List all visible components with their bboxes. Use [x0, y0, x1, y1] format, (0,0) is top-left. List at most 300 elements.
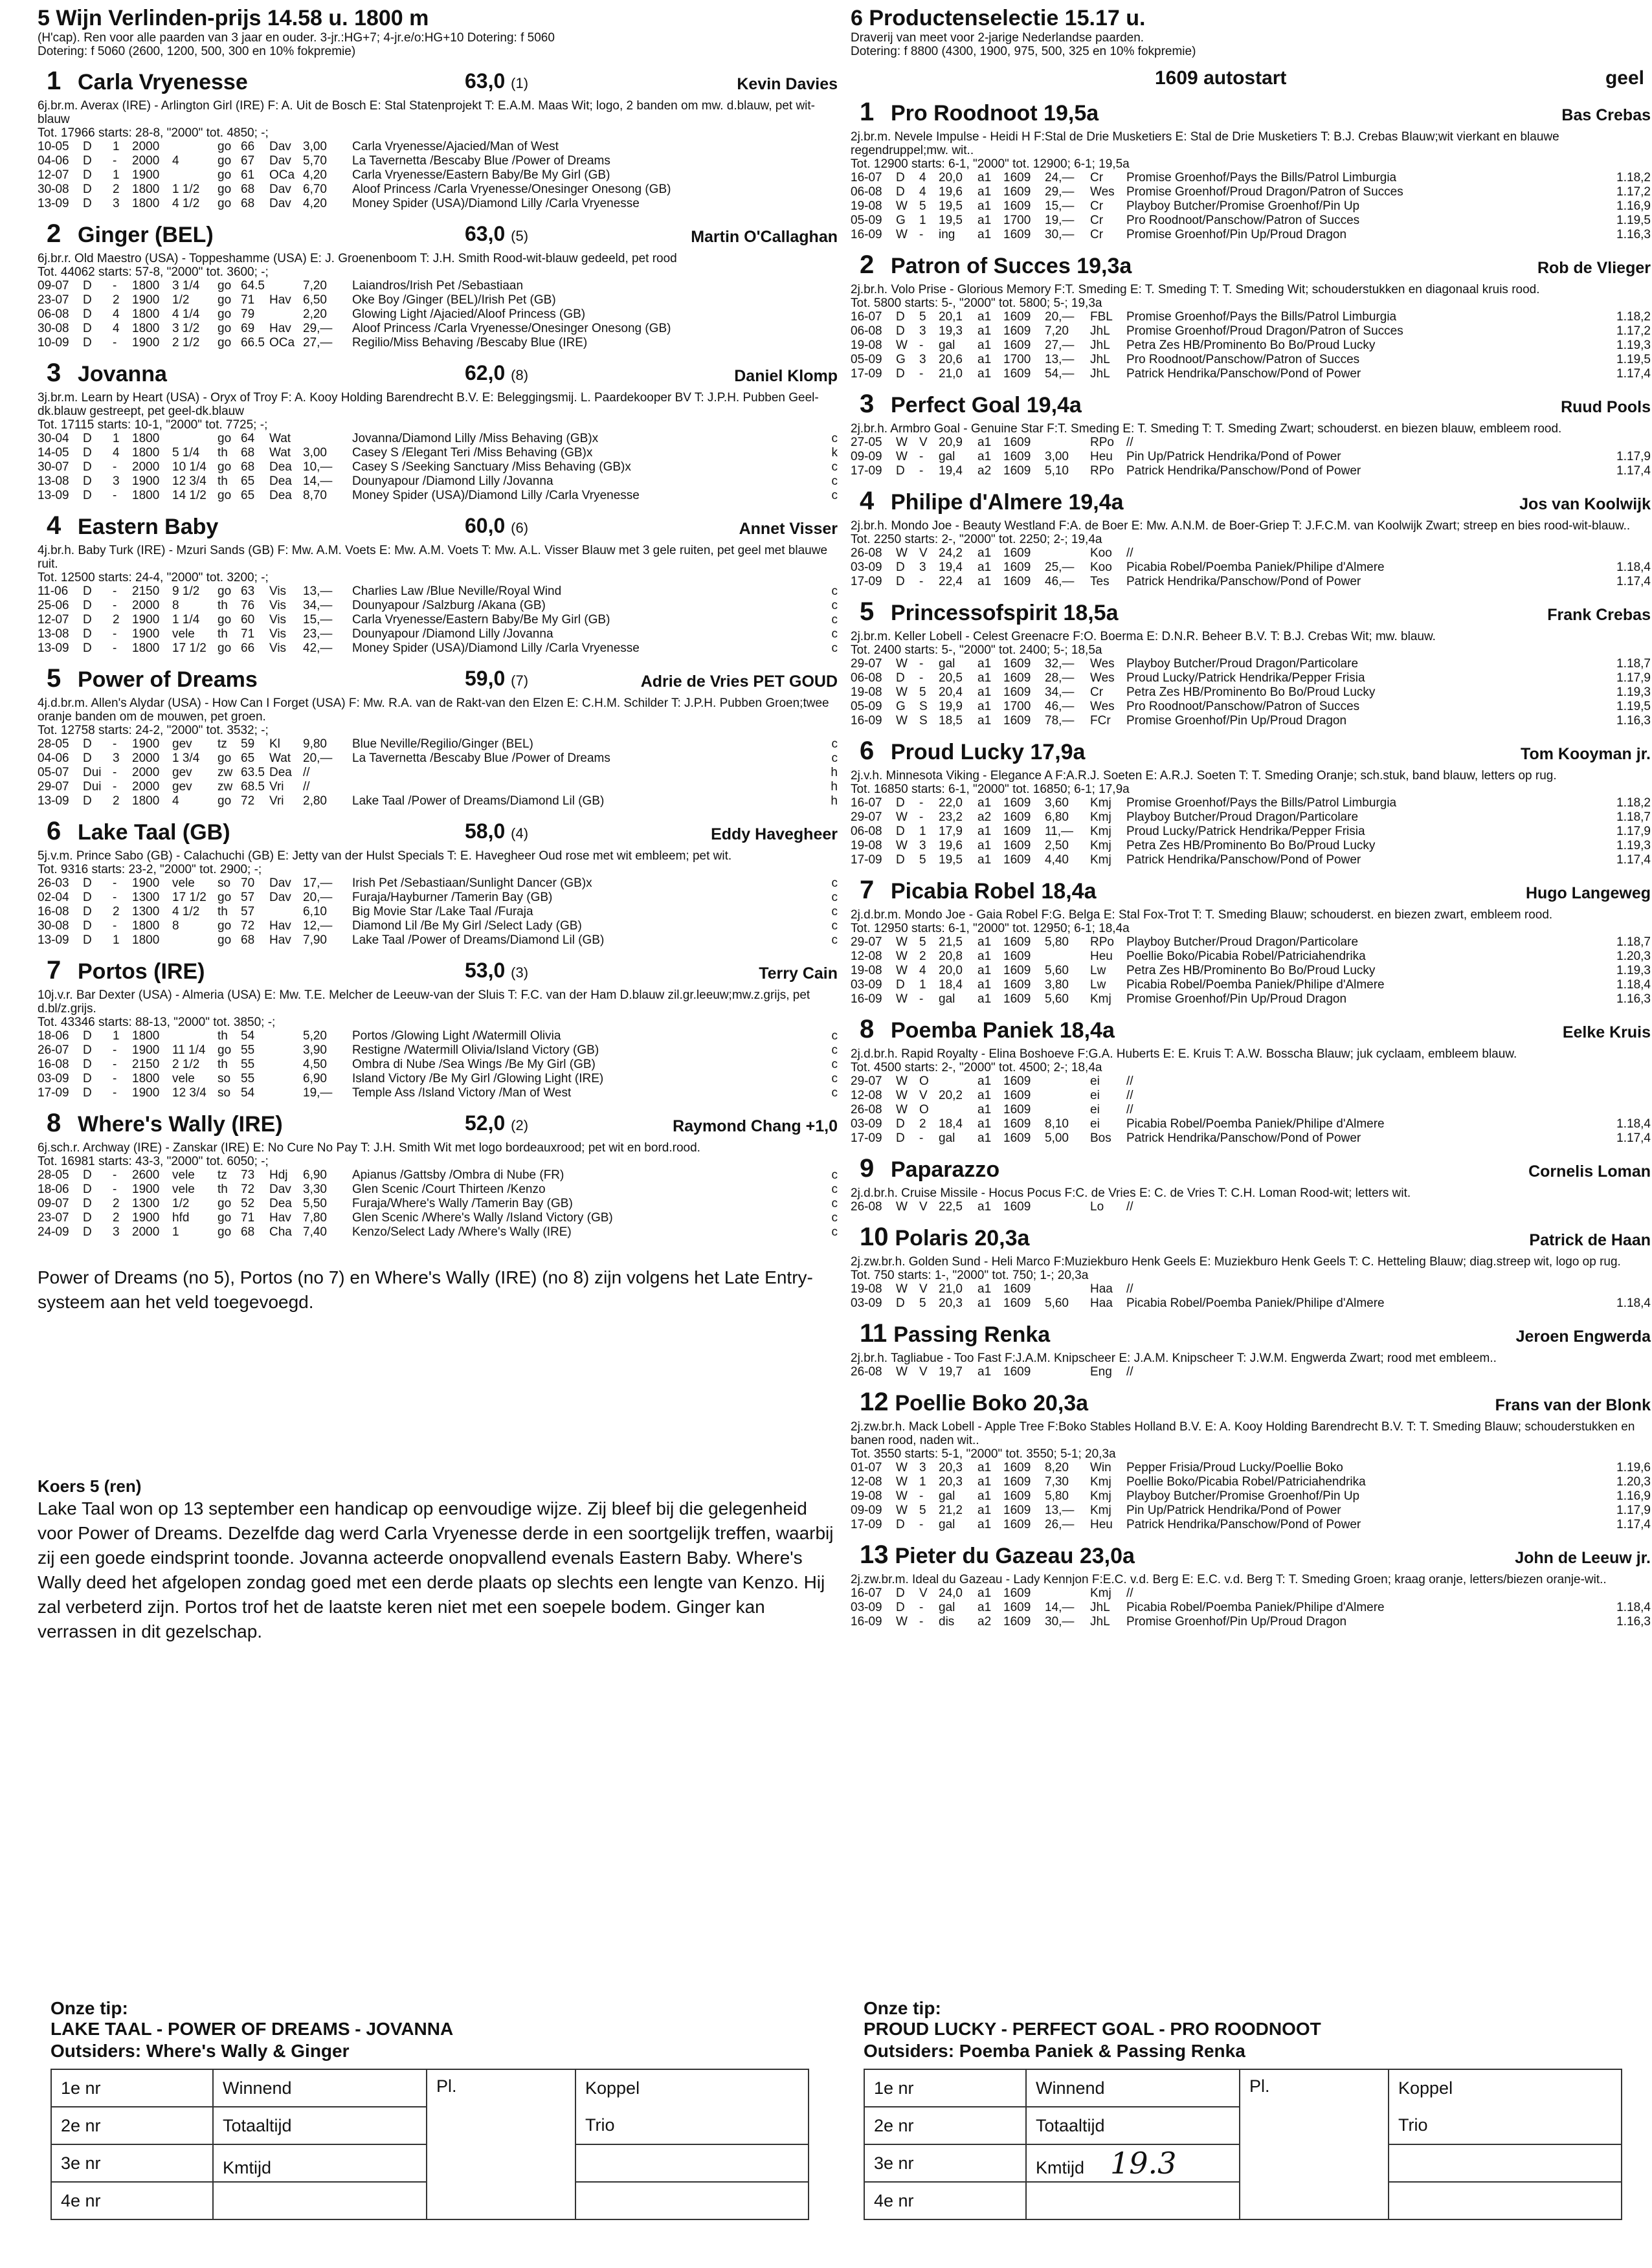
form-cell: 63.5	[241, 766, 265, 779]
form-cell: 1.17,9	[1616, 825, 1651, 838]
form-cell: 1609	[1003, 685, 1031, 699]
form-cell: 06-08	[851, 671, 882, 685]
horse-header	[851, 1540, 1651, 1573]
form-cell: -	[919, 367, 924, 381]
form-cell: go	[218, 891, 232, 904]
form-cell: D	[83, 599, 92, 612]
horse-totals: Tot. 43346 starts: 88-13, "2000" tot. 3850; -;	[38, 1016, 276, 1029]
race-conditions: Draverij van meet voor 2-jarige Nederlandse paarden.	[851, 31, 1144, 45]
form-row	[38, 1029, 838, 1043]
form-cell: a1	[977, 1089, 992, 1102]
horse-name: Portos (IRE)	[78, 959, 205, 984]
horse-name-group	[851, 1540, 1135, 1571]
form-cell: 3	[113, 474, 120, 488]
form-cell	[303, 432, 352, 446]
form-cell: a1	[977, 199, 992, 213]
horse-header	[38, 219, 838, 252]
form-cell: 1609	[1003, 1103, 1031, 1117]
form-cell: a1	[977, 353, 992, 366]
form-row	[851, 185, 1651, 199]
form-cell: h	[831, 794, 838, 808]
form-cell: c	[831, 1225, 838, 1239]
jockey-name: John de Leeuw jr.	[1515, 1549, 1651, 1567]
form-cell: Carla Vryenesse/Ajacied/Man of West	[352, 140, 559, 153]
form-cell	[1045, 1103, 1090, 1117]
form-cell: Portos /Glowing Light /Watermill Olivia	[352, 1029, 561, 1043]
form-cell: 1.20,3	[1616, 1475, 1651, 1489]
form-cell: ei	[1090, 1089, 1100, 1102]
bet-type-cell	[213, 2182, 427, 2219]
form-cell: 1609	[1003, 1365, 1031, 1379]
form-row	[851, 1461, 1651, 1475]
horse-name-group	[38, 358, 167, 389]
form-cell: -	[113, 1072, 117, 1085]
form-cell: 1700	[1003, 214, 1031, 227]
form-cell: Kmj	[1090, 992, 1111, 1006]
form-cell: 10,—	[303, 460, 333, 474]
form-cell: 1800	[132, 307, 160, 321]
form-cell: Carla Vryenesse/Eastern Baby/Be My Girl (GB)	[352, 613, 610, 627]
horse-header	[38, 358, 838, 391]
form-cell: 5,60	[1045, 992, 1069, 1006]
form-cell: vele	[172, 627, 195, 641]
form-cell: 1800	[132, 183, 160, 196]
horse-name-group	[851, 1014, 1115, 1045]
form-cell: 1900	[132, 168, 160, 182]
horse-number: 2	[860, 250, 875, 279]
form-cell: D	[83, 933, 92, 947]
form-cell: 1609	[1003, 367, 1031, 381]
form-cell: 4	[919, 171, 926, 184]
horse-header	[851, 389, 1651, 422]
form-cell	[818, 307, 838, 322]
form-cell: 8	[172, 919, 179, 933]
form-cell: Lw	[1090, 978, 1106, 992]
bet-type-label: Winnend	[1036, 2078, 1105, 2098]
form-cell: D	[896, 367, 905, 381]
form-cell: Poellie Boko/Picabia Robel/Patriciahendrika	[1126, 950, 1366, 963]
form-cell: 15,—	[1045, 199, 1075, 213]
form-cell: Kl	[269, 737, 280, 751]
form-cell: gal	[939, 1601, 955, 1614]
form-row	[851, 825, 1651, 839]
form-row	[851, 464, 1651, 478]
form-cell: 5,60	[1045, 1296, 1069, 1310]
form-cell: D	[83, 140, 92, 153]
form-cell: 12-07	[38, 168, 69, 182]
form-cell: 30-04	[38, 432, 69, 445]
form-cell: 4 1/2	[172, 905, 200, 918]
form-cell: 16-08	[38, 1058, 69, 1071]
form-cell: Patrick Hendrika/Panschow/Pond of Power	[1126, 575, 1361, 588]
form-cell: a1	[977, 657, 992, 671]
form-cell: -	[113, 780, 117, 794]
form-cell: 26-08	[851, 1103, 882, 1117]
weight-value: 63,0	[465, 69, 506, 93]
horse-totals: Tot. 17966 starts: 28-8, "2000" tot. 4850; -;	[38, 126, 269, 140]
form-cell: 19,5	[939, 853, 963, 867]
form-cell: -	[113, 876, 117, 890]
form-cell: c	[831, 891, 838, 904]
form-table	[851, 1365, 1651, 1379]
form-cell: 26-08	[851, 1200, 882, 1214]
horse-number: 7	[860, 876, 875, 904]
form-cell: vele	[172, 1072, 195, 1085]
form-cell: JhL	[1090, 353, 1110, 366]
form-cell: 1.18,2	[1616, 796, 1651, 810]
form-cell: Cr	[1090, 685, 1104, 699]
form-cell: a1	[977, 1518, 992, 1531]
color-label: geel	[1605, 67, 1644, 89]
form-cell: 1.16,9	[1616, 1489, 1651, 1503]
tip-title: Onze tip:	[864, 1998, 941, 2018]
form-cell: 1.19,5	[1616, 214, 1651, 227]
form-row	[851, 685, 1651, 700]
form-cell: 21,2	[939, 1504, 963, 1517]
horse-description: 2j.d.br.h. Cruise Missile - Hocus Pocus F:C. de Vries E: C. de Vries T: C.H. Loman Rood-wit; letters wit.	[851, 1186, 1411, 1200]
form-cell: 4	[113, 307, 120, 321]
form-cell: 01-07	[851, 1461, 882, 1474]
form-cell: 11-06	[38, 584, 69, 598]
form-cell: 68	[241, 446, 255, 460]
horse-header	[851, 597, 1651, 630]
form-cell: 68	[241, 460, 255, 474]
horse-name: Eastern Baby	[78, 515, 219, 539]
horse-description: 10j.v.r. Bar Dexter (USA) - Almeria (USA) E: Mw. T.E. Melcher de Leeuw-van der Sluis T: F.C. van der Ham D.blauw zil.gr.leeuw;mw.z.grijs, pet d.bl/z.grijs.	[38, 988, 810, 1016]
form-cell: Hav	[269, 933, 291, 947]
form-cell: 3	[919, 839, 926, 852]
form-row	[851, 228, 1651, 242]
form-row	[851, 1365, 1651, 1379]
form-table	[851, 310, 1651, 381]
form-cell: W	[896, 1475, 908, 1489]
form-cell: D	[83, 489, 92, 502]
form-cell: 60	[241, 613, 255, 627]
form-cell: 02-04	[38, 891, 69, 904]
form-cell: 23,2	[939, 810, 963, 824]
form-cell: 5	[919, 853, 926, 867]
form-cell: -	[919, 992, 924, 1006]
form-cell: gal	[939, 339, 955, 352]
horse-entry	[38, 219, 838, 350]
form-cell: 2	[113, 293, 120, 307]
horse-name-group	[38, 511, 218, 542]
form-cell	[1045, 546, 1090, 561]
row-label: 3e nr	[864, 2144, 1026, 2182]
horse-header	[851, 1153, 1651, 1186]
form-cell	[352, 766, 818, 780]
form-cell: 1.17,4	[1616, 575, 1651, 588]
form-cell: a2	[977, 810, 992, 824]
form-cell: -	[919, 671, 924, 685]
horse-description: 2j.zw.br.h. Mack Lobell - Apple Tree F:Boko Stables Holland B.V. E: A. Kooy Holding Barendrecht B.V. T: T. Smeding Blauw; schouderstukken en banen rood, naden wit..	[851, 1420, 1635, 1447]
form-row	[38, 641, 838, 656]
form-cell: Kmj	[1090, 1504, 1111, 1517]
form-cell: 1609	[1003, 839, 1031, 852]
form-cell: 30-08	[38, 183, 69, 196]
horse-name: Polaris 20,3a	[895, 1226, 1030, 1251]
koppel-trio-cell: Trio	[1389, 2107, 1622, 2144]
form-cell: Glowing Light /Ajacied/Aloof Princess (GB)	[352, 307, 586, 321]
form-cell: c	[831, 489, 838, 502]
race-purse: Dotering: f 8800 (4300, 1900, 975, 500, 325 en 10% fokpremie)	[851, 45, 1196, 58]
place-cell: Pl.	[427, 2069, 575, 2219]
horse-weight	[465, 816, 528, 849]
form-cell: D	[896, 825, 905, 838]
form-cell: Aloof Princess /Carla Vryenesse/Onesinger Onesong (GB)	[352, 322, 671, 335]
form-cell	[269, 1043, 303, 1058]
form-cell: Glen Scenic /Court Thirteen /Kenzo	[352, 1183, 546, 1196]
horse-number: 1	[860, 98, 875, 126]
form-row	[38, 1197, 838, 1211]
form-cell: 17-09	[851, 575, 882, 588]
form-row	[851, 1103, 1651, 1117]
form-cell: 1609	[1003, 657, 1031, 671]
form-cell: Playboy Butcher/Proud Dragon/Particolare	[1126, 810, 1359, 824]
form-cell: 23-07	[38, 293, 69, 307]
form-cell: 17,—	[303, 876, 333, 890]
form-cell	[1599, 1074, 1651, 1089]
form-cell: tz	[218, 1168, 227, 1182]
form-cell: 8,20	[1045, 1461, 1069, 1474]
form-cell: 1.19,3	[1616, 964, 1651, 977]
draw-position: (8)	[511, 367, 529, 383]
form-cell: 5,00	[1045, 1131, 1069, 1145]
form-cell: 2 1/2	[172, 1058, 200, 1071]
form-cell: a1	[977, 228, 992, 241]
form-cell: Dui	[83, 780, 102, 794]
form-row	[38, 933, 838, 948]
form-cell	[172, 432, 218, 446]
form-cell: 1.19,3	[1616, 685, 1651, 699]
form-cell: 1.20,3	[1616, 950, 1651, 963]
form-cell: a1	[977, 310, 992, 324]
form-cell	[818, 197, 838, 211]
form-row	[38, 1211, 838, 1225]
form-cell: c	[831, 1211, 838, 1225]
form-cell: 28,—	[1045, 671, 1075, 685]
form-cell: D	[896, 575, 905, 588]
form-cell: Playboy Butcher/Promise Groenhof/Pin Up	[1126, 1489, 1360, 1503]
form-cell	[818, 322, 838, 336]
form-cell: 12-08	[851, 1475, 882, 1489]
horse-entry	[851, 597, 1651, 728]
form-row	[851, 1074, 1651, 1089]
form-cell: th	[218, 1029, 228, 1043]
form-row	[38, 474, 838, 489]
race-title: 5 Wijn Verlinden-prijs 14.58 u. 1800 m	[38, 6, 429, 30]
form-row	[38, 766, 838, 780]
form-cell: 03-09	[851, 1296, 882, 1310]
form-cell: 78,—	[1045, 714, 1075, 728]
horse-number: 4	[47, 511, 61, 540]
form-cell: 2	[113, 183, 120, 196]
form-cell: 12 3/4	[172, 474, 206, 488]
form-cell: 05-09	[851, 700, 882, 713]
form-cell	[1045, 1074, 1090, 1089]
form-cell: Heu	[1090, 450, 1113, 463]
horse-entry	[851, 1387, 1651, 1532]
form-cell: Cha	[269, 1225, 292, 1239]
form-cell: 4	[113, 322, 120, 335]
jockey-name: Terry Cain	[759, 964, 838, 983]
form-cell	[818, 293, 838, 307]
form-cell: D	[83, 154, 92, 168]
form-cell: 20,—	[1045, 310, 1075, 324]
form-cell: a1	[977, 935, 992, 949]
form-cell: Aloof Princess /Carla Vryenesse/Onesinger Onesong (GB)	[352, 183, 671, 196]
form-cell: Money Spider (USA)/Diamond Lilly /Carla Vryenesse	[352, 489, 640, 502]
horse-description: 6j.br.m. Averax (IRE) - Arlington Girl (IRE) F: A. Uit de Bosch E: Stal Statenprojekt T: E.A.M. Maas Wit; logo, 2 banden om mw. d.blauw, pet wit-blauw	[38, 99, 815, 126]
form-cell: c	[831, 584, 838, 598]
form-cell: Win	[1090, 1461, 1111, 1474]
form-cell: Apianus /Gattsby /Ombra di Nube (FR)	[352, 1168, 564, 1182]
form-cell: 1300	[132, 1197, 160, 1210]
form-cell: W	[896, 992, 908, 1006]
horse-totals: Tot. 16850 starts: 6-1, "2000" tot. 16850; 6-1; 17,9a	[851, 783, 1130, 796]
form-cell: 7,90	[303, 933, 327, 947]
horse-number: 10	[860, 1223, 889, 1251]
form-cell: Dav	[269, 876, 291, 890]
form-cell: -	[919, 228, 924, 241]
form-cell: 6,90	[303, 1072, 327, 1085]
form-cell: Wes	[1090, 185, 1115, 199]
form-cell: RPo	[1090, 935, 1114, 949]
form-cell: go	[218, 1197, 232, 1210]
form-cell: 27,—	[303, 336, 333, 350]
form-cell: 13,—	[1045, 353, 1075, 366]
form-cell: Pro Roodnoot/Panschow/Patron of Succes	[1126, 353, 1360, 366]
horse-name: Paparazzo	[891, 1157, 1000, 1182]
form-cell: D	[896, 1131, 905, 1145]
form-cell: 30-07	[38, 460, 69, 474]
form-cell: 14 1/2	[172, 489, 206, 502]
form-cell: 2,50	[1045, 839, 1069, 852]
form-cell: 17-09	[851, 1131, 882, 1145]
form-cell: a1	[977, 964, 992, 977]
form-cell: -	[919, 575, 924, 588]
form-cell: th	[218, 446, 228, 460]
form-cell: 34,—	[1045, 685, 1075, 699]
form-row	[851, 964, 1651, 978]
horse-name-group	[38, 219, 214, 250]
form-cell: 1609	[1003, 978, 1031, 992]
horse-description: 2j.v.h. Minnesota Viking - Elegance A F:A.R.J. Soeten E: A.R.J. Soeten T: T. Smeding Oranje; sch.stuk, band blauw, letters op rug.	[851, 769, 1557, 783]
horse-name-group	[851, 250, 1132, 281]
form-cell: h	[831, 780, 838, 794]
horse-description: 2j.d.br.m. Mondo Joe - Gaia Robel F:G. Belga E: Stal Fox-Trot T: T. Smeding Blauw; schouderst. en biezen zwart, embleem rood.	[851, 908, 1553, 922]
horse-entry	[851, 1153, 1651, 1214]
form-cell: 26-08	[851, 546, 882, 560]
form-cell: 05-09	[851, 214, 882, 227]
form-cell: a1	[977, 575, 992, 588]
form-row	[38, 876, 838, 891]
horse-name: Perfect Goal 19,4a	[891, 393, 1082, 417]
form-cell: go	[218, 322, 232, 335]
form-cell: gal	[939, 992, 955, 1006]
form-cell: D	[83, 293, 92, 307]
form-cell: 1.18,4	[1616, 561, 1651, 574]
form-cell: Casey S /Seeking Sanctuary /Miss Behaving (GB)x	[352, 460, 631, 474]
form-cell: 13,—	[1045, 1504, 1075, 1517]
form-cell: V	[919, 1089, 928, 1102]
form-cell: 1.16,3	[1616, 1615, 1651, 1629]
race-comment: Lake Taal won op 13 september een handicap op eenvoudige wijze. Zij bleef bij die gelegenheid voor Power of Dreams. Dezelfde dag werd Carla Vryenesse derde in een soortgelijk treffen, waarbij zij een goede eindsprint toonde. Jovanna acteerde onopvallend evenals Eastern Baby. Where's Wally deed het afgelopen zondag goed met een derde plaats op slechts een lengte van Kenzo. Hij zal verbeterd zijn. Portos trof het de laatste keren niet met een soepele bodem. Ginger kan verrassen in dit gezelschap.	[38, 1498, 834, 1641]
form-cell: 05-07	[38, 766, 69, 779]
form-cell: 1.16,3	[1616, 228, 1651, 241]
form-cell: W	[896, 450, 908, 463]
form-cell: a1	[977, 1074, 992, 1088]
form-cell: Kmj	[1090, 796, 1111, 810]
form-cell: D	[83, 307, 92, 321]
form-row	[38, 446, 838, 460]
form-cell: 1700	[1003, 700, 1031, 713]
form-cell: 2	[113, 1211, 120, 1225]
tip-block	[50, 1999, 809, 2220]
horse-name: Lake Taal (GB)	[78, 820, 230, 845]
form-cell: Kmj	[1090, 839, 1111, 852]
form-cell: a1	[977, 1489, 992, 1503]
form-cell: 19-08	[851, 964, 882, 977]
horse-entry	[38, 1108, 838, 1240]
jockey-name: Frans van der Blonk	[1495, 1396, 1651, 1414]
form-cell: 13-08	[38, 627, 69, 641]
form-cell: 3	[113, 751, 120, 765]
form-cell: Lake Taal /Power of Dreams/Diamond Lil (GB)	[352, 933, 605, 947]
form-cell: a1	[977, 546, 992, 560]
form-cell: Furaja/Hayburner /Tamerin Bay (GB)	[352, 891, 553, 904]
form-cell: Playboy Butcher/Proud Dragon/Particolare	[1126, 935, 1359, 949]
form-table	[851, 1282, 1651, 1311]
form-table	[851, 171, 1651, 242]
form-cell: 4,40	[1045, 853, 1069, 867]
form-cell: 1609	[1003, 1586, 1031, 1600]
horse-number: 6	[860, 737, 875, 765]
form-cell: //	[303, 780, 310, 794]
form-cell: 5,80	[1045, 935, 1069, 949]
form-cell: 66	[241, 140, 255, 153]
form-cell: 5,80	[1045, 1489, 1069, 1503]
koppel-trio-cell	[575, 2144, 809, 2182]
form-row	[851, 796, 1651, 810]
horse-description: 2j.br.h. Mondo Joe - Beauty Westland F:A. de Boer E: Mw. A.N.M. de Boer-Griep T: J.F.C.M. van Koolwijk Zwart; streep en bies rood-wit-blauw..	[851, 519, 1631, 533]
place-cell: Pl.	[1240, 2069, 1389, 2219]
jockey-name: Annet Visser	[739, 520, 838, 538]
form-row	[851, 367, 1651, 381]
form-cell: 24,2	[939, 546, 963, 560]
late-entry-note: Power of Dreams (no 5), Portos (no 7) en Where's Wally (IRE) (no 8) zijn volgens het Late Entry-systeem aan het veld toegevoegd.	[38, 1267, 813, 1312]
form-cell: 09-09	[851, 450, 882, 463]
form-row	[851, 436, 1651, 450]
form-cell: 19,6	[939, 839, 963, 852]
form-cell: go	[218, 751, 232, 765]
horse-number: 6	[47, 817, 61, 845]
form-cell: 1800	[132, 1029, 160, 1043]
form-cell: Money Spider (USA)/Diamond Lilly /Carla Vryenesse	[352, 197, 640, 210]
form-cell: a1	[977, 714, 992, 728]
form-cell: JhL	[1090, 324, 1110, 338]
form-cell: G	[896, 353, 906, 366]
horse-totals: Tot. 44062 starts: 57-8, "2000" tot. 3600; -;	[38, 265, 269, 279]
form-cell: 26,—	[1045, 1518, 1075, 1531]
horse-description: 3j.br.m. Learn by Heart (USA) - Oryx of Troy F: A. Kooy Holding Barendrecht B.V. E: Beleggingsmij. L. Paardekooper BV T: J.P.H. Pubben Geel-dk.blauw gestreept, pet geel-dk.blauw	[38, 391, 819, 418]
form-cell: 7,20	[303, 279, 327, 293]
form-cell	[352, 780, 818, 794]
form-cell: 6,10	[303, 905, 327, 918]
horse-description: 2j.br.h. Tagliabue - Too Fast F:J.A.M. Knipscheer E: J.A.M. Knipscheer T: J.W.M. Engwerda Zwart; rood met embleem..	[851, 1351, 1497, 1365]
form-cell: 54	[241, 1086, 255, 1100]
form-cell: 68	[241, 1225, 255, 1239]
